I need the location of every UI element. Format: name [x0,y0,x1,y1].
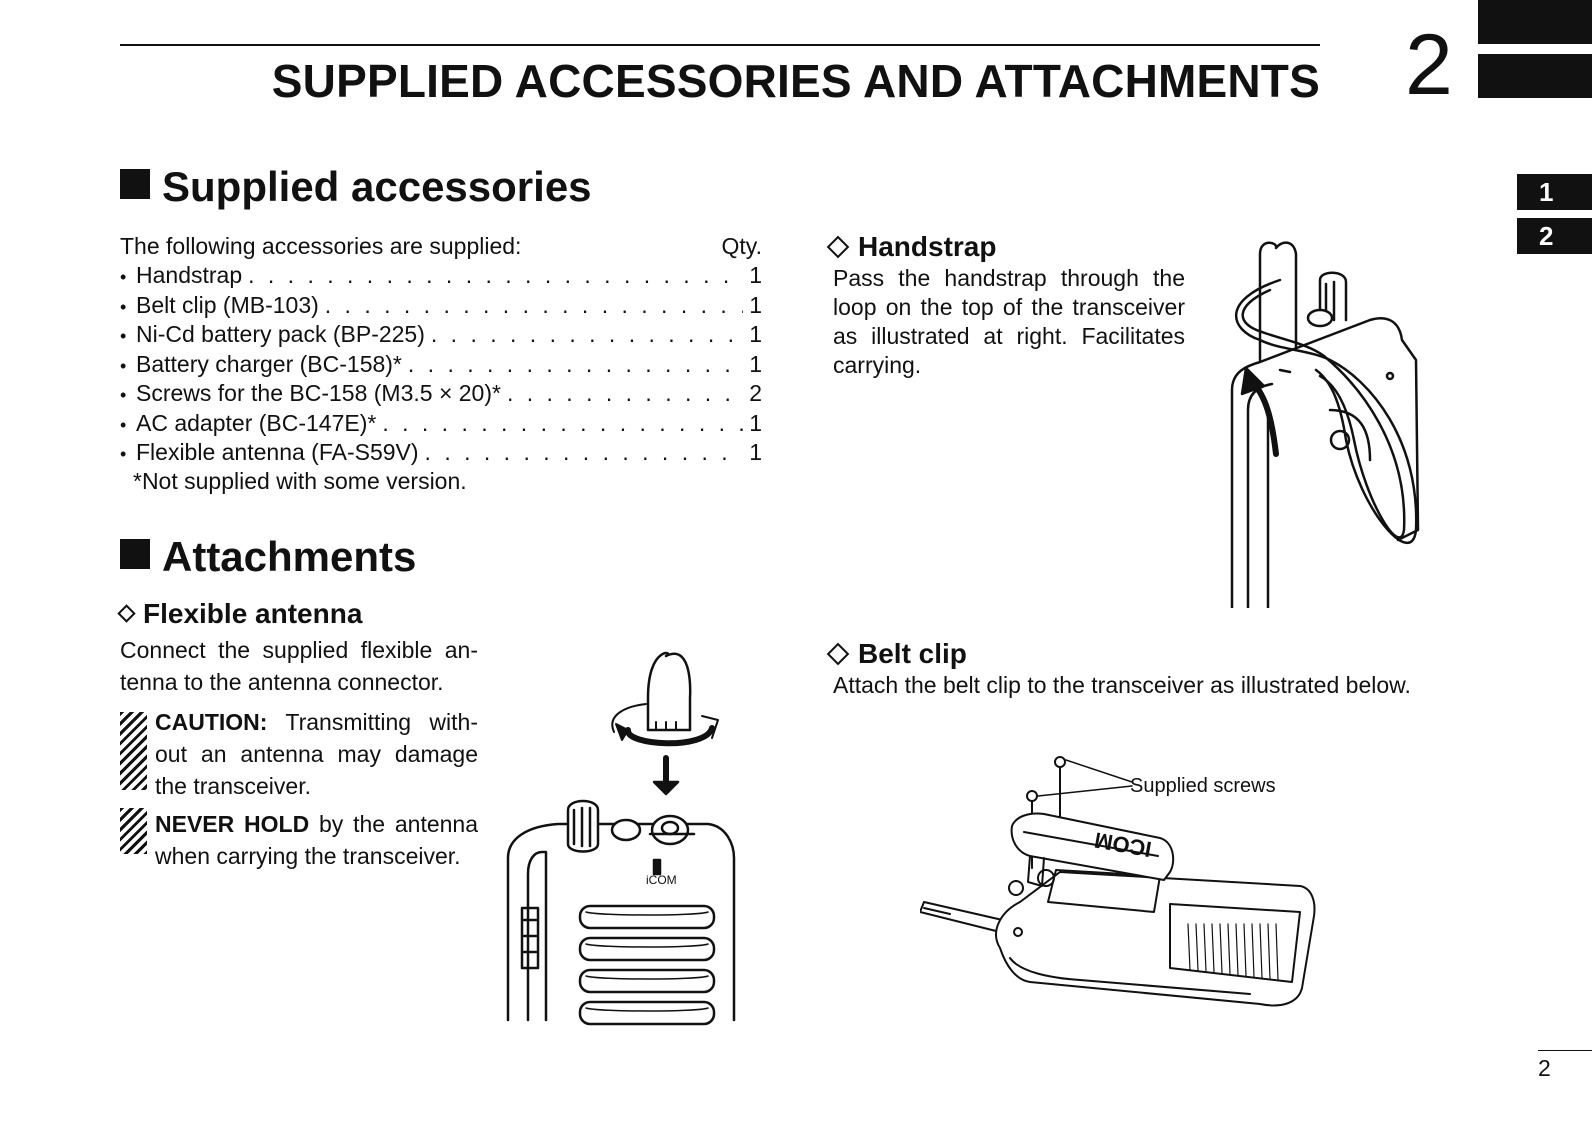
supplied-screws-callout: Supplied screws [1130,775,1276,797]
list-item: • Ni-Cd battery pack (BP-225) . . . 1 [120,321,762,351]
attachments-heading: Attachments [120,536,416,578]
accessories-footnote: *Not supplied with some version. [133,468,467,494]
list-item: • AC adapter (BC-147E)* . . . 1 [120,410,762,440]
handstrap-text: Pass the handstrap through the loop on the top of the transceiver as illustrated at right. Facilitates carrying. [833,265,1185,378]
header-rule [120,44,1320,46]
square-bullet-icon [120,539,150,569]
handstrap-heading: Handstrap [828,233,996,261]
handstrap-illustration [1220,240,1442,613]
section-tab-2[interactable]: 2 [1517,218,1592,254]
device-logo: iCOM [646,873,677,887]
accessories-intro: The following accessories are supplied: Qty. [120,233,762,259]
beltclip-illustration [920,752,1330,1037]
qty-label: Qty. [721,233,762,259]
diamond-icon [117,604,135,622]
caution-text: CAUTION: Transmitting with-out an antenna may damage the transceiver. [155,709,478,799]
accessories-heading: Supplied accessories [120,166,592,208]
section-tab-1[interactable]: 1 [1517,174,1592,210]
chapter-bar-top [1478,0,1592,44]
chapter-number: 2 [1405,17,1453,113]
caution-block [120,706,478,872]
page-number: 2 [1538,1055,1551,1081]
list-item: • Battery charger (BC-158)* . . . 1 [120,351,762,381]
list-item: • Flexible antenna (FA-S59V) . . . 1 [120,439,762,469]
antenna-heading: Flexible antenna [116,600,362,628]
beltclip-heading: Belt clip [828,640,967,668]
never-hold-text: NEVER HOLD by the antenna when carrying the transceiver. [155,811,478,869]
beltclip-text: Attach the belt clip to the transceiver as illustrated below. [833,672,1411,698]
list-item: • Handstrap . . . 1 [120,262,762,292]
diamond-icon [827,235,850,258]
accessory-list [120,262,762,469]
caution-hatch-icon [120,712,147,790]
square-bullet-icon [120,169,150,199]
footer-rule [1538,1050,1592,1051]
list-item: • Belt clip (MB-103) . . . 1 [120,292,762,322]
page-title: SUPPLIED ACCESSORIES AND ATTACHMENTS [271,55,1320,107]
clip-logo: ICOM [1092,827,1154,863]
chapter-bar-bottom [1478,54,1592,98]
never-hold-hatch-icon [120,808,147,854]
antenna-illustration [498,648,750,1039]
diamond-icon [827,642,850,665]
antenna-text: Connect the supplied flexible an-tenna to the antenna connector. [120,637,478,695]
list-item: • Screws for the BC-158 (M3.5 × 20)* . . . 2 [120,380,762,410]
